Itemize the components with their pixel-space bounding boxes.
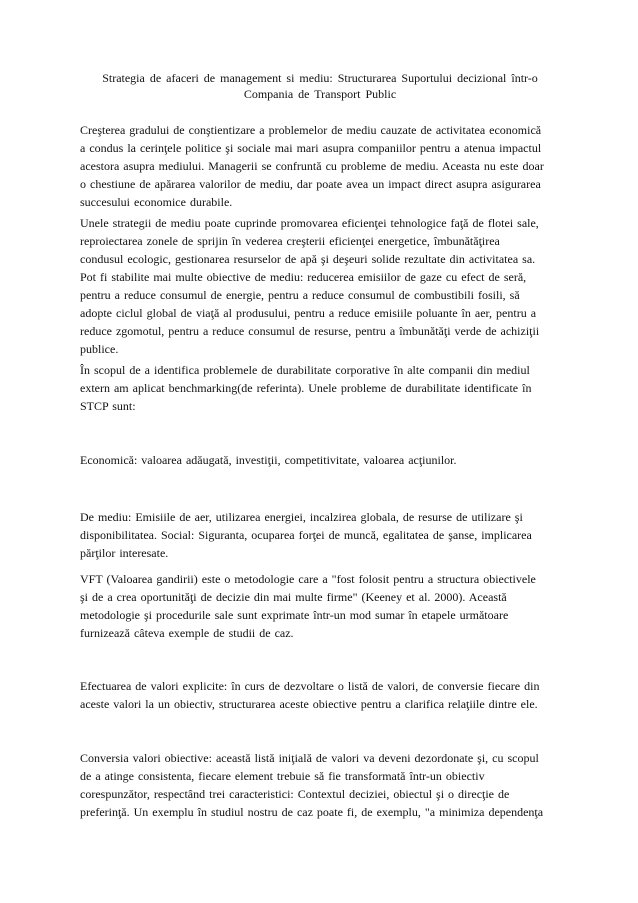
- text-line: a condus la cerinţele politice şi sociale mai mari asupra companiilor pentru a atenua impactul: [80, 141, 542, 155]
- text-line: condusul ecologic, gestionarea resurselor de apă şi deşeuri solide rezultate din activitatea sa.: [80, 252, 536, 266]
- text-line: Unele strategii de mediu poate cuprinde promovarea eficienţei tehnologice faţă de flotei sale,: [80, 216, 539, 230]
- text-line: corespunzător, respectând trei caracteristici: Contextul deciziei, obiectul şi o direcţie de: [80, 787, 510, 801]
- paragraph-conversion: [80, 749, 562, 821]
- text-line: adopte ciclul global de viaţă al produsului, pentru a reduce emisiile poluante în aer, pentru a: [80, 306, 537, 320]
- paragraph-environment-social: [80, 508, 562, 562]
- text-line: aceste valori la un obiectiv, structurarea aceste obiective pentru a clarifica relaţiile dintre ele.: [80, 697, 538, 711]
- text-line: de a atinge consistenta, fiecare element trebuie să fie transformată într-un obiectiv: [80, 769, 485, 783]
- text-line: pentru a reduce consumul de energie, pentru a reduce consumul de combustibili fosili, să: [80, 288, 520, 302]
- text-line: şi de a crea oportunităţi de decizie din mai multe firme" (Keeney et al. 2000). Această: [80, 590, 507, 604]
- text-line: succesului economice durabile.: [80, 195, 233, 209]
- text-line: reduce zgomotul, pentru a reduce consumul de resurse, pentru a îmbunătăţi verde de achiziţii: [80, 324, 540, 338]
- text-line: o chestiune de apărarea valorilor de mediu, dar poate avea un impact direct asupra asigurarea: [80, 177, 541, 191]
- paragraph-economic: [80, 451, 562, 469]
- text-line: acestora asupra mediului. Managerii se confruntă cu probleme de mediu. Aceasta nu este doar: [80, 159, 544, 173]
- document-title: [80, 70, 560, 102]
- text-line: VFT (Valoarea gandirii) este o metodologie care a "fost folosit pentru a structura obiectivele: [80, 572, 536, 586]
- text-line: STCP sunt:: [80, 399, 136, 413]
- text-line: publice.: [80, 342, 119, 356]
- text-line: În scopul de a identifica problemele de durabilitate corporative în alte companii din mediul: [80, 363, 530, 377]
- paragraph-awareness: [80, 121, 562, 211]
- paragraph-explicit-values: [80, 677, 562, 713]
- text-line: Conversia valori obiective: această listă iniţială de valori va deveni dezordonate şi, cu scopul: [80, 751, 539, 765]
- paragraph-benchmarking: [80, 361, 562, 415]
- text-line: furnizează câteva exemple de studii de caz.: [80, 626, 294, 640]
- text-line: extern am aplicat benchmarking(de referinta). Unele probleme de durabilitate identificate în: [80, 381, 532, 395]
- text-line: metodologie şi procedurile sale sunt exprimate într-un mod sumar în etapele următoare: [80, 608, 509, 622]
- text-line: părţilor interesate.: [80, 546, 169, 560]
- text-line: Efectuarea de valori explicite: în curs de dezvoltare o listă de valori, de conversie fiecare din: [80, 679, 540, 693]
- text-line: disponibilitatea. Social: Siguranta, ocuparea forţei de muncă, egalitatea de şanse, implicarea: [80, 528, 532, 542]
- text-line: De mediu: Emisiile de aer, utilizarea energiei, incalzirea globala, de resurse de utilizare şi: [80, 510, 523, 524]
- text-line: Pot fi stabilite mai multe obiective de mediu: reducerea emisiilor de gaze cu efect de seră,: [80, 270, 527, 284]
- title-line: Strategia de afaceri de management si mediu: Structurarea Suportului decizional într-o: [102, 71, 538, 85]
- text-line: Economică: valoarea adăugată, investiţii, competitivitate, valoarea acţiunilor.: [80, 453, 457, 467]
- paragraph-strategies: [80, 214, 562, 358]
- title-line: Compania de Transport Public: [243, 87, 397, 101]
- text-line: reproiectarea zonele de sprijin în vederea creşterii eficienţei energetice, îmbunătăţirea: [80, 234, 500, 248]
- paragraph-vft: [80, 570, 562, 642]
- text-line: preferinţă. Un exemplu în studiul nostru de caz poate fi, de exemplu, "a minimiza dependenţa: [80, 805, 544, 819]
- text-line: Creşterea gradului de conştientizare a problemelor de mediu cauzate de activitatea economică: [80, 123, 542, 137]
